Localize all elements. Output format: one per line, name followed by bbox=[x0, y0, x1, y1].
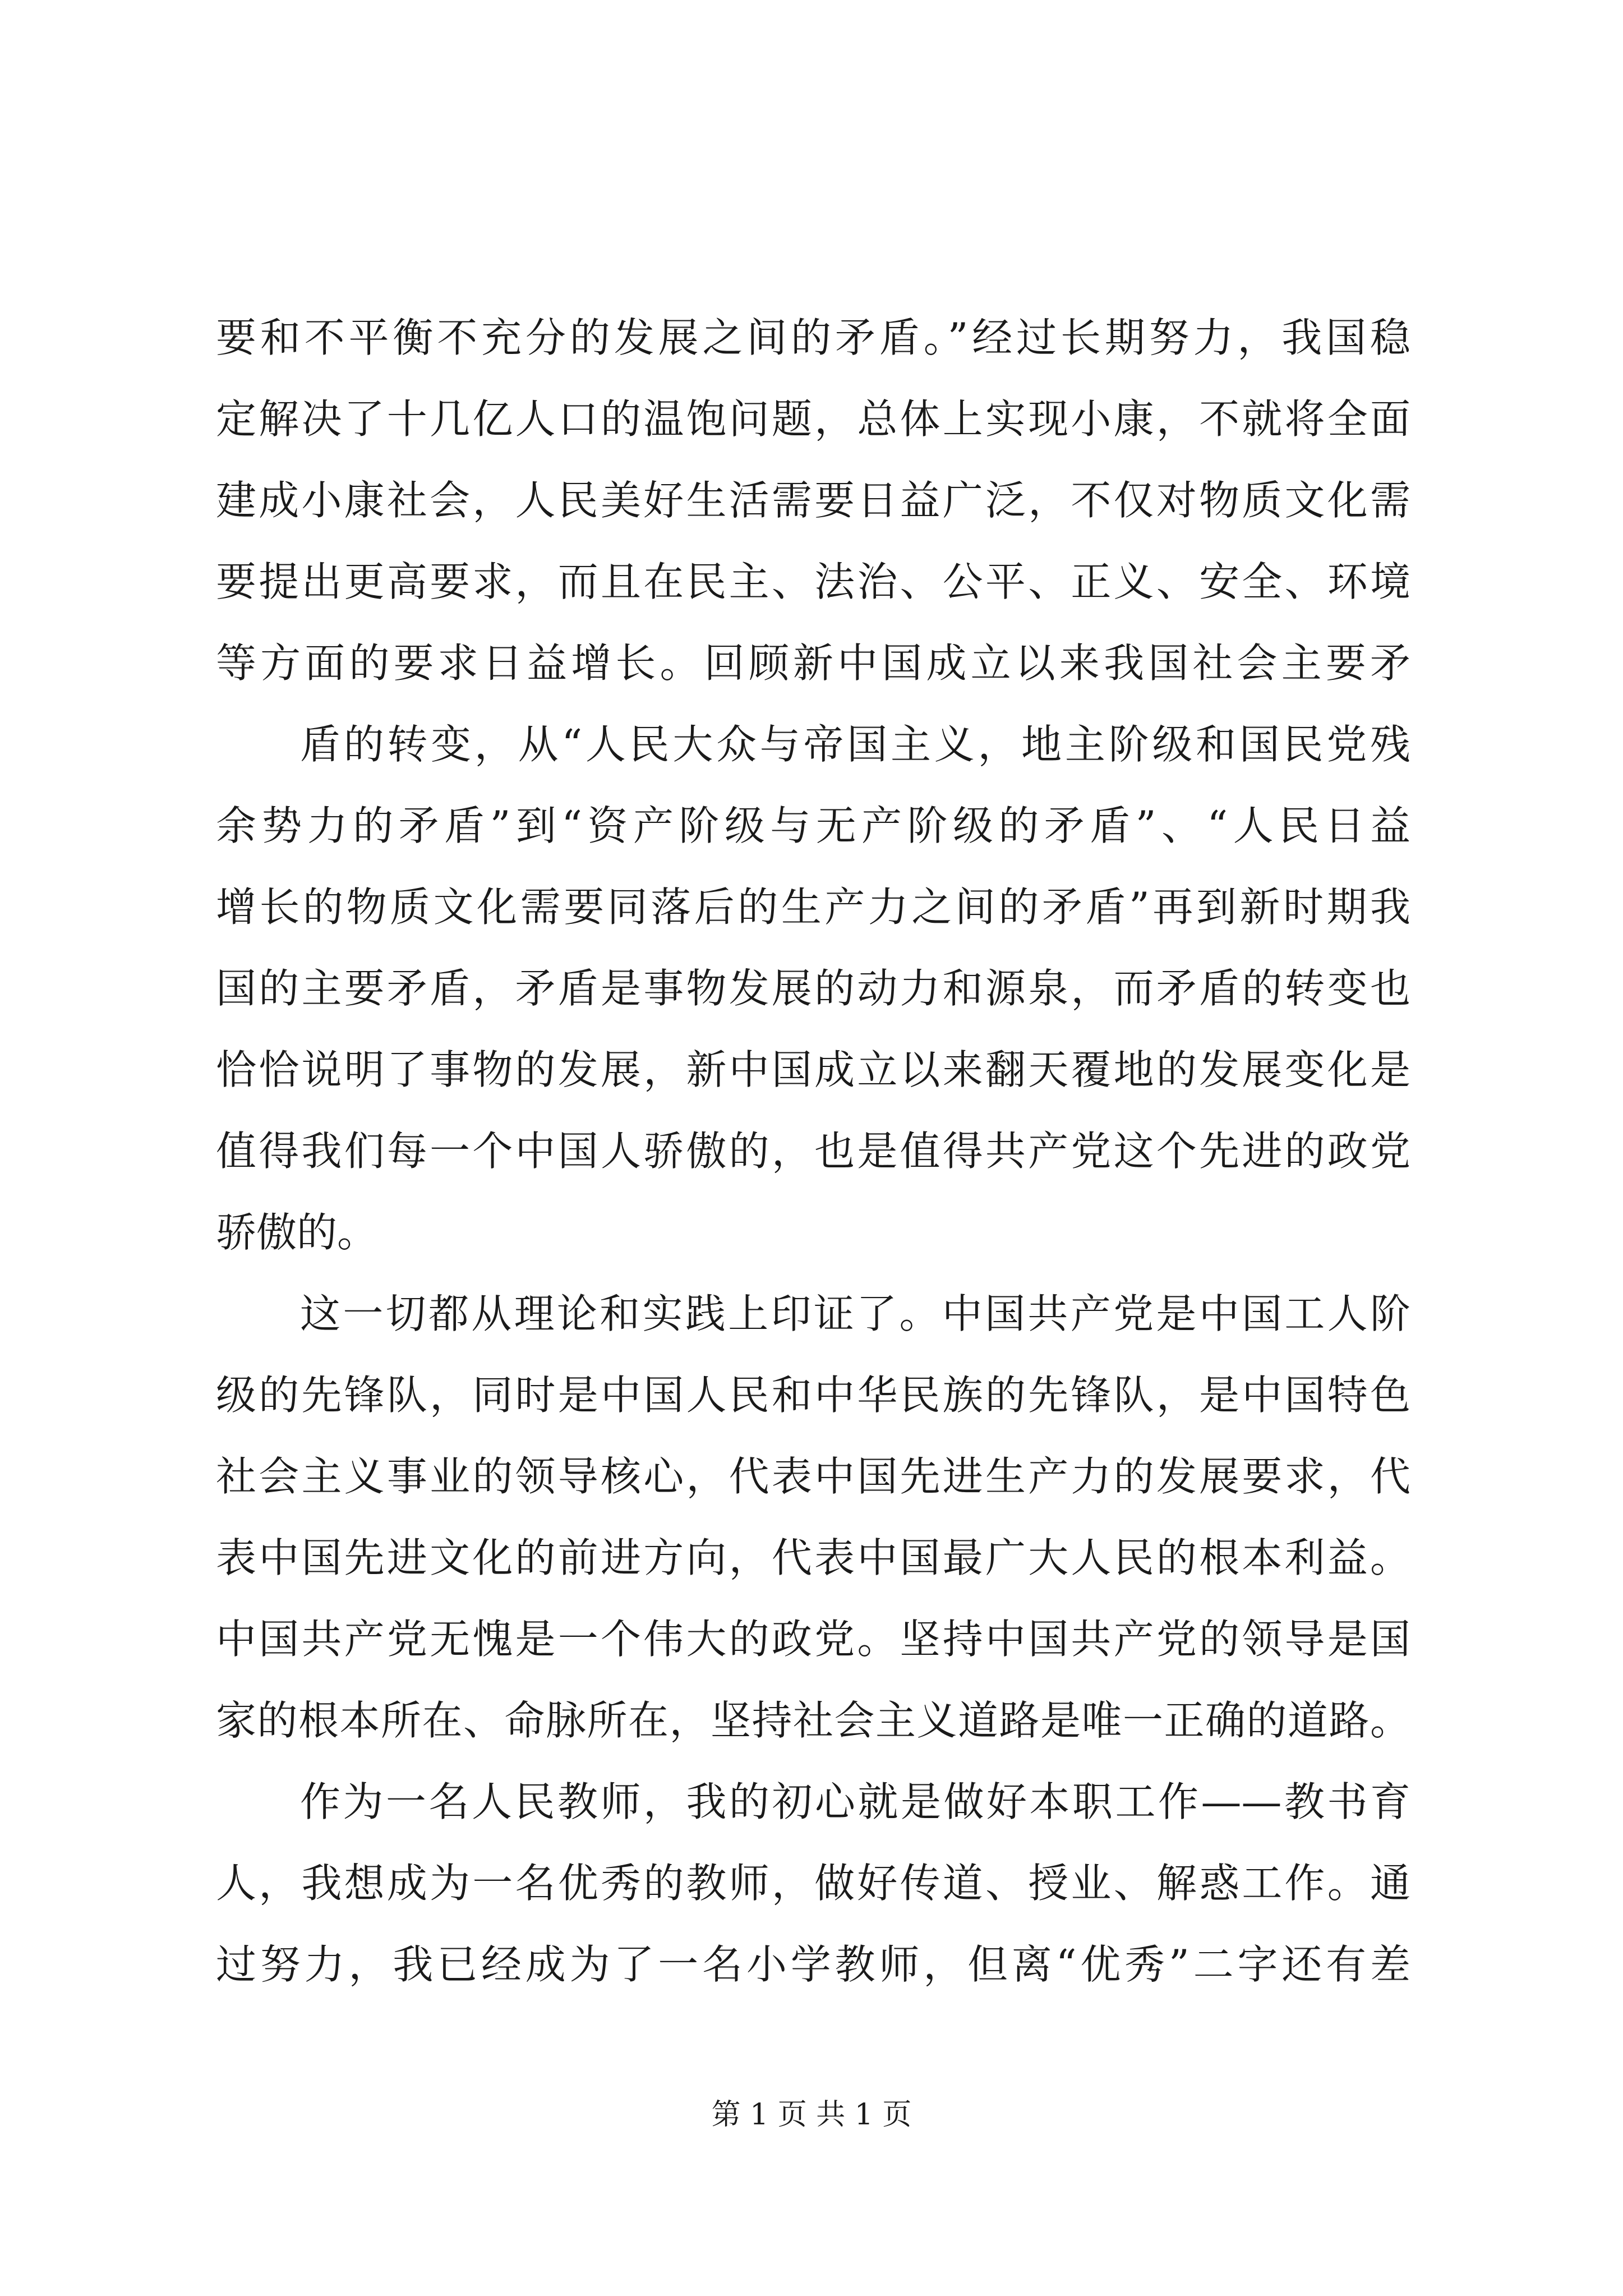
text-line: 恰恰说明了事物的发展，新中国成立以来翻天覆地的发展变化是 bbox=[216, 1046, 1410, 1093]
text-line: 人，我想成为一名优秀的教师，做好传道、授业、解惑工作。通 bbox=[216, 1860, 1410, 1907]
text-line: 这一切都从理论和实践上印证了。中国共产党是中国工人阶 bbox=[300, 1290, 1410, 1337]
text-line: 社会主义事业的领导核心，代表中国先进生产力的发展要求，代 bbox=[216, 1453, 1410, 1500]
text-line: 骄傲的。 bbox=[216, 1209, 378, 1256]
text-line: 余势力的矛盾”到“资产阶级与无产阶级的矛盾”、“人民日益 bbox=[216, 802, 1410, 849]
text-line: 值得我们每一个中国人骄傲的，也是值得共产党这个先进的政党 bbox=[216, 1128, 1410, 1175]
text-line: 家的根本所在、命脉所在，坚持社会主义道路是唯一正确的道路。 bbox=[216, 1697, 1410, 1744]
text-line: 表中国先进文化的前进方向，代表中国最广大人民的根本利益。 bbox=[216, 1534, 1410, 1581]
page-footer bbox=[0, 2095, 1623, 2134]
text-line: 作为一名人民教师，我的初心就是做好本职工作——教书育 bbox=[300, 1778, 1410, 1825]
text-line: 增长的物质文化需要同落后的生产力之间的矛盾”再到新时期我 bbox=[216, 884, 1410, 931]
text-line: 要和不平衡不充分的发展之间的矛盾。”经过长期努力，我国稳 bbox=[216, 314, 1410, 361]
body-text bbox=[216, 297, 1410, 2005]
text-line: 级的先锋队，同时是中国人民和中华民族的先锋队，是中国特色 bbox=[216, 1372, 1410, 1419]
page-number-label: 第 1 页 共 1 页 bbox=[711, 2098, 912, 2132]
text-line: 等方面的要求日益增长。回顾新中国成立以来我国社会主要矛 bbox=[216, 639, 1410, 687]
text-line: 盾的转变，从“人民大众与帝国主义，地主阶级和国民党残 bbox=[300, 721, 1410, 768]
text-line: 定解决了十几亿人口的温饱问题，总体上实现小康，不就将全面 bbox=[216, 395, 1410, 443]
text-line: 要提出更高要求，而且在民主、法治、公平、正义、安全、环境 bbox=[216, 558, 1410, 605]
text-line: 建成小康社会，人民美好生活需要日益广泛，不仅对物质文化需 bbox=[216, 477, 1410, 524]
text-line: 过努力，我已经成为了一名小学教师，但离“优秀”二字还有差 bbox=[216, 1941, 1410, 1988]
text-line: 中国共产党无愧是一个伟大的政党。坚持中国共产党的领导是国 bbox=[216, 1616, 1410, 1663]
text-line: 国的主要矛盾，矛盾是事物发展的动力和源泉，而矛盾的转变也 bbox=[216, 965, 1410, 1012]
